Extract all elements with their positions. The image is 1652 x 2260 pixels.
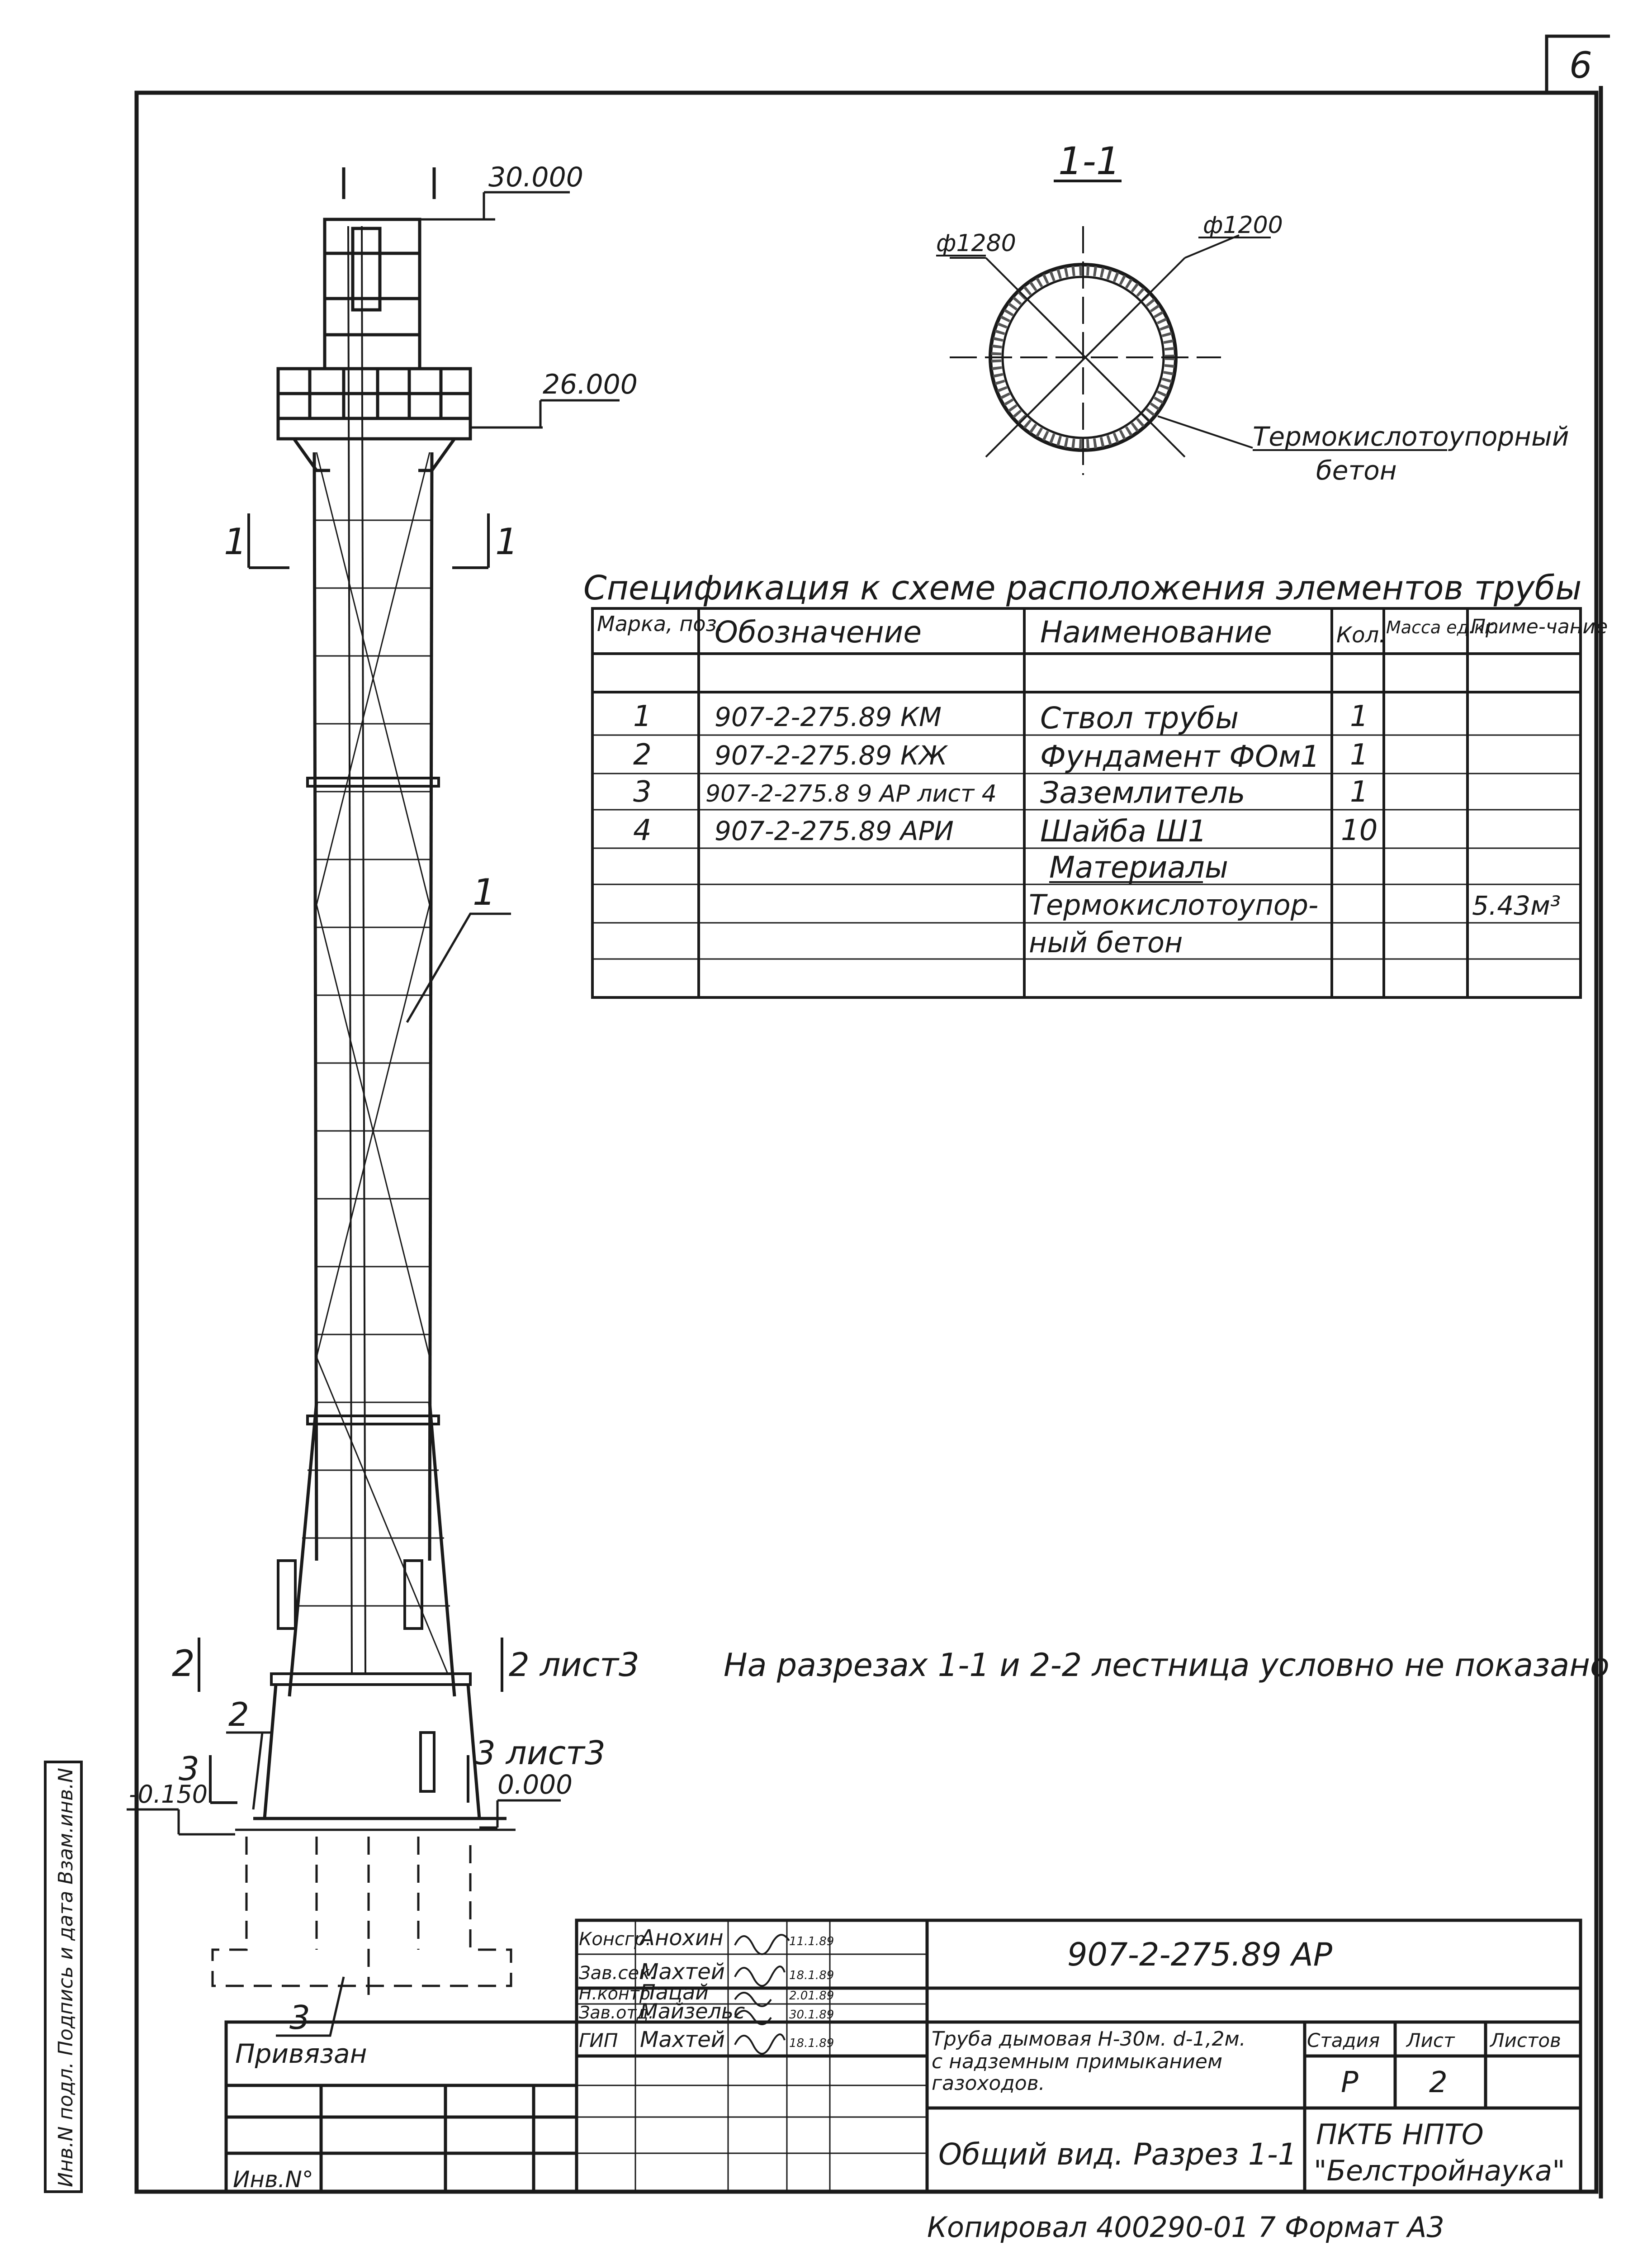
section-mark-3-right: 3 лист3 <box>475 1734 606 1772</box>
spec-r3-name: Заземлитель <box>1040 775 1245 810</box>
spec-header-note: Приме-чание <box>1471 615 1608 638</box>
spec-header-mark: Марка, поз. <box>597 612 724 636</box>
stamp-role-4: Зав.отд. <box>579 2003 654 2023</box>
spec-r2-name: Фундамент ФОм1 <box>1040 739 1320 774</box>
spec-r3-mark: 3 <box>633 775 652 809</box>
ladder-note: На разрезах 1-1 и 2-2 лестница условно не показано <box>724 1647 1609 1684</box>
stamp-name-5: Махтей <box>640 2027 725 2052</box>
leader-1-label: 1 <box>473 871 496 913</box>
stamp-stage-value: Р <box>1341 2066 1359 2099</box>
stamp-role-5: ГИП <box>579 2029 618 2051</box>
stamp-sheet-value: 2 <box>1429 2066 1448 2099</box>
stamp-date-2: 18.1.89 <box>789 1969 834 1982</box>
section-mark-1-left: 1 <box>224 521 247 563</box>
chimney-shaft <box>289 452 454 1696</box>
ladder <box>348 226 365 1674</box>
spec-header-designation: Обозначение <box>715 615 922 650</box>
stamp-inv: Инв.N° <box>233 2166 313 2193</box>
section-1-1 <box>936 139 1569 486</box>
stamp-role-1: Консгр. <box>579 1929 652 1950</box>
stamp-doc-code: 907-2-275.89 АР <box>1067 1936 1332 1973</box>
side-stamp <box>45 1762 81 2192</box>
elevation-minus-label: -0.150 <box>129 1780 208 1809</box>
section-mark-2-left: 2 <box>172 1643 195 1685</box>
spec-r7-name: ный бетон <box>1029 926 1183 959</box>
spec-r6-note: 5.43м³ <box>1472 890 1561 921</box>
stamp-date-5: 18.1.89 <box>789 2037 834 2050</box>
spec-r2-mark: 2 <box>633 738 652 772</box>
stamp-title-line3: газоходов. <box>932 2072 1045 2095</box>
sheet-frame <box>137 86 1601 2198</box>
spec-r4-qty: 10 <box>1341 814 1378 847</box>
material-line1: Термокислотоупорный <box>1253 421 1569 452</box>
stamp-date-3: 2.01.89 <box>789 1989 834 2003</box>
stamp-stage-label: Стадия <box>1307 2029 1380 2051</box>
spec-r6-name: Термокислотоупор- <box>1029 888 1319 921</box>
spec-title: Спецификация к схеме расположения элементов трубы <box>583 569 1582 608</box>
elevation-marks <box>127 161 638 1834</box>
material-line2: бетон <box>1316 455 1397 486</box>
spec-r3-qty: 1 <box>1350 775 1368 809</box>
corner-sheet-box <box>1547 36 1610 93</box>
spec-r4-designation: 907-2-275.89 АРИ <box>715 816 954 846</box>
shaft-courses <box>296 520 450 1606</box>
dim-inner-label: ф1200 <box>1203 212 1283 239</box>
foundation-outline <box>213 1837 511 1999</box>
spec-r1-mark: 1 <box>633 700 652 733</box>
spec-r1-name: Ствол трубы <box>1040 701 1239 736</box>
stamp-privyazan: Привязан <box>235 2038 367 2069</box>
spec-r2-designation: 907-2-275.89 КЖ <box>715 740 947 771</box>
title-block-grid <box>226 1920 1581 2192</box>
elevation-top <box>421 161 583 219</box>
corner-sheet-number: 6 <box>1569 44 1592 86</box>
signatures <box>735 1935 789 2054</box>
elevation-platform-label: 26.000 <box>543 369 638 400</box>
stamp-org-line2: "Белстройнаука" <box>1314 2154 1565 2187</box>
side-plates <box>278 1561 434 1791</box>
spec-header-qty: Кол. <box>1336 622 1386 648</box>
stamp-role-3: Н.контр <box>579 1984 650 2004</box>
section-mark-1-right: 1 <box>495 521 518 563</box>
spec-header-mass: Масса ед.кг. <box>1386 617 1499 637</box>
elevation-minus <box>127 1780 235 1834</box>
stamp-name-4: Майзельс <box>640 1999 745 2023</box>
stamp-org-line1: ПКТБ НПТО <box>1316 2118 1484 2151</box>
stamp-title-line2: с надземным примыканием <box>932 2050 1223 2073</box>
stamp-title-line1: Труба дымовая Н-30м. d-1,2м. <box>932 2027 1246 2051</box>
section-mark-2-right: 2 лист3 <box>509 1646 639 1684</box>
stamp-name-1: Анохин <box>640 1925 724 1951</box>
spec-r4-name: Шайба Ш1 <box>1040 814 1207 849</box>
section-mark-3-left: 3 <box>179 1750 199 1788</box>
elevation-zero-label: 0.000 <box>497 1769 573 1800</box>
leader-2-label: 2 <box>228 1695 249 1733</box>
spec-r3-designation: 907-2-275.8 9 АР лист 4 <box>705 780 997 807</box>
chimney-head <box>325 167 434 369</box>
elevation-platform <box>470 369 638 427</box>
chimney-elevation <box>213 167 516 1999</box>
spec-r1-designation: 907-2-275.89 КМ <box>715 702 942 732</box>
footer-text: Копировал 400290-01 7 Формат А3 <box>927 2211 1444 2244</box>
position-leaders <box>226 871 511 2037</box>
dim-outer-label: ф1280 <box>936 230 1016 257</box>
elevation-top-label: 30.000 <box>488 161 583 193</box>
side-stamp-text: Инв.N подл. Подпись и дата Взам.инв.N <box>54 1767 77 2187</box>
spec-header-name: Наименование <box>1040 615 1272 650</box>
stamp-name-2: Махтей <box>640 1959 725 1985</box>
service-platform <box>278 369 470 470</box>
stamp-name-3: Пацай <box>640 1980 709 2004</box>
spec-r1-qty: 1 <box>1350 700 1368 733</box>
spec-r4-mark: 4 <box>633 814 652 847</box>
leader-3-label: 3 <box>289 1999 310 2037</box>
spec-r2-qty: 1 <box>1350 738 1368 772</box>
base-flare <box>235 1685 516 1830</box>
stamp-role-2: Зав.сек. <box>579 1963 656 1984</box>
section-title: 1-1 <box>1058 139 1121 183</box>
stamp-date-1: 11.1.89 <box>789 1935 834 1948</box>
stamp-sheet-title: Общий вид. Разрез 1-1 <box>938 2137 1297 2172</box>
spec-r5-name: Материалы <box>1049 850 1228 885</box>
stamp-sheet-label: Лист <box>1406 2029 1455 2051</box>
spec-table <box>583 569 1608 997</box>
stamp-date-4: 30.1.89 <box>789 2008 834 2022</box>
title-block <box>226 1920 1581 2193</box>
stamp-sheets-label: Листов <box>1490 2029 1561 2051</box>
